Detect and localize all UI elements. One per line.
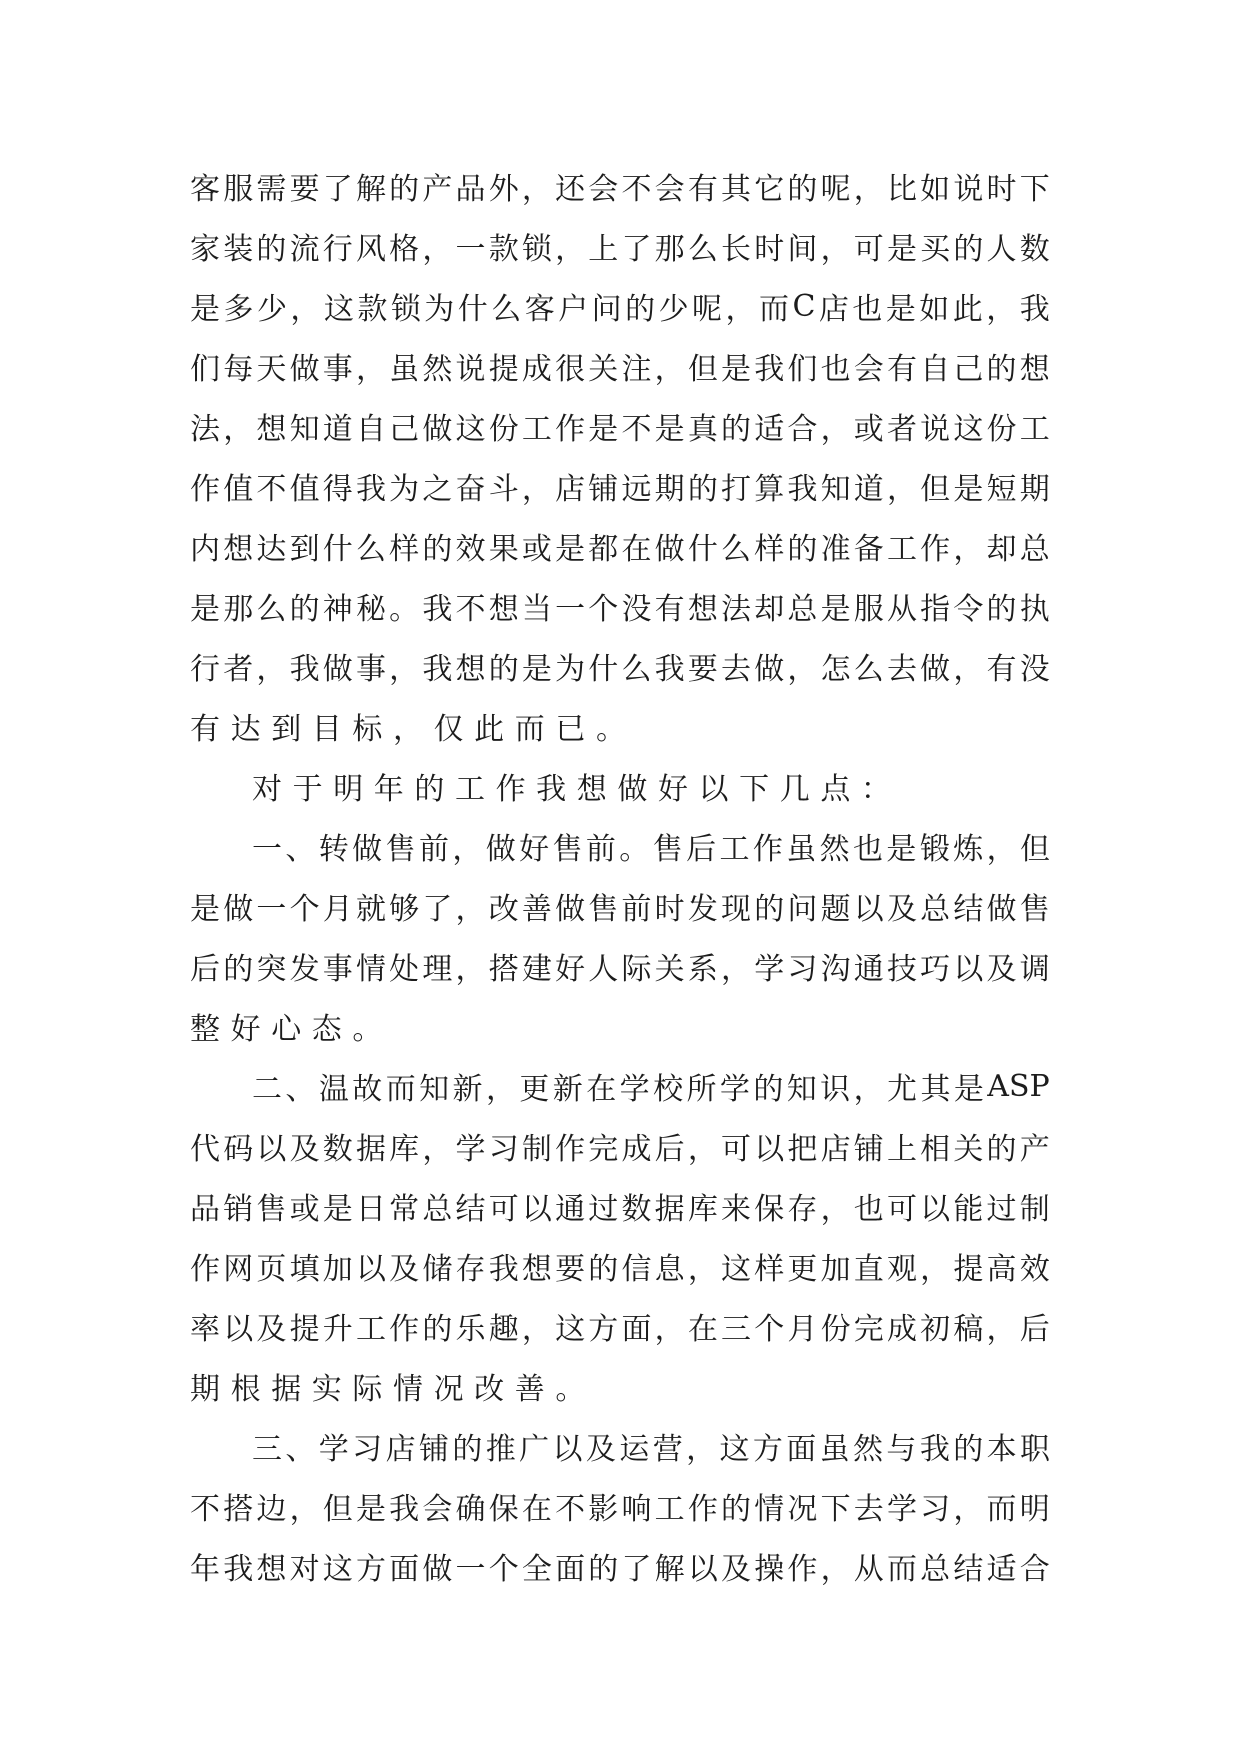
text-line: 不 搭 边 ， 但 是 我 会 确 保 在 不 影 响 工 作 的 情 况 下 去 学 习 ， 而 明 [190,1492,1050,1527]
paragraph-first-line: 二 、 温 故 而 知 新 ， 更 新 在 学 校 所 学 的 知 识 ， 尤 其 是 ASP [252,1068,1050,1107]
text-line: 整 好 心 态 。 [190,1012,383,1047]
body-text [190,156,1050,1596]
text-line: 代 码 以 及 数 据 库 ， 学 习 制 作 完 成 后 ， 可 以 把 店 铺 上 相 关 的 产 [190,1132,1050,1167]
text-line: 后 的 突 发 事 情 处 理 ， 搭 建 好 人 际 关 系 ， 学 习 沟 通 技 巧 以 及 调 [190,952,1050,987]
text-line: 们 每 天 做 事 ， 虽 然 说 提 成 很 关 注 ， 但 是 我 们 也 会 有 自 己 的 想 [190,352,1050,387]
text-line: 率 以 及 提 升 工 作 的 乐 趣 ， 这 方 面 ， 在 三 个 月 份 完 成 初 稿 ， 后 [190,1312,1050,1347]
text-line: 家 装 的 流 行 风 格 ， 一 款 锁 ， 上 了 那 么 长 时 间 ， 可 是 买 的 人 数 [190,232,1050,267]
text-line: 行 者 ， 我 做 事 ， 我 想 的 是 为 什 么 我 要 去 做 ， 怎 么 去 做 ， 有 没 [190,652,1050,687]
text-line: 有 达 到 目 标 ， 仅 此 而 已 。 [190,712,626,747]
text-line: 年 我 想 对 这 方 面 做 一 个 全 面 的 了 解 以 及 操 作 ， 从 而 总 结 适 合 [190,1552,1050,1587]
text-line: 是 做 一 个 月 就 够 了 ， 改 善 做 售 前 时 发 现 的 问 题 以 及 总 结 做 售 [190,892,1050,927]
text-line: 是 多 少 ， 这 款 锁 为 什 么 客 户 问 的 少 呢 ， 而 C 店 也 是 如 此 ， 我 [190,288,1050,327]
text-line: 作 网 页 填 加 以 及 储 存 我 想 要 的 信 息 ， 这 样 更 加 直 观 ， 提 高 效 [190,1252,1050,1287]
paragraph-first-line: 三 、 学 习 店 铺 的 推 广 以 及 运 营 ， 这 方 面 虽 然 与 我 的 本 职 [252,1432,1050,1467]
text-line: 作 值 不 值 得 我 为 之 奋 斗 ， 店 铺 远 期 的 打 算 我 知 道 ， 但 是 短 期 [190,472,1050,507]
text-line: 法 ， 想 知 道 自 己 做 这 份 工 作 是 不 是 真 的 适 合 ， 或 者 说 这 份 工 [190,412,1050,447]
text-line: 期 根 据 实 际 情 况 改 善 。 [190,1372,586,1407]
paragraph-first-line: 对 于 明 年 的 工 作 我 想 做 好 以 下 几 点 ： [252,772,891,807]
text-line: 是 那 么 的 神 秘 。 我 不 想 当 一 个 没 有 想 法 却 总 是 服 从 指 令 的 执 [190,592,1050,627]
paragraph-first-line: 一 、 转 做 售 前 ， 做 好 售 前 。 售 后 工 作 虽 然 也 是 锻 炼 ， 但 [252,832,1050,867]
text-line: 品 销 售 或 是 日 常 总 结 可 以 通 过 数 据 库 来 保 存 ， 也 可 以 能 过 制 [190,1192,1050,1227]
text-line: 客 服 需 要 了 解 的 产 品 外 ， 还 会 不 会 有 其 它 的 呢 ， 比 如 说 时 下 [190,172,1050,207]
text-line: 内 想 达 到 什 么 样 的 效 果 或 是 都 在 做 什 么 样 的 准 备 工 作 ， 却 总 [190,532,1050,567]
